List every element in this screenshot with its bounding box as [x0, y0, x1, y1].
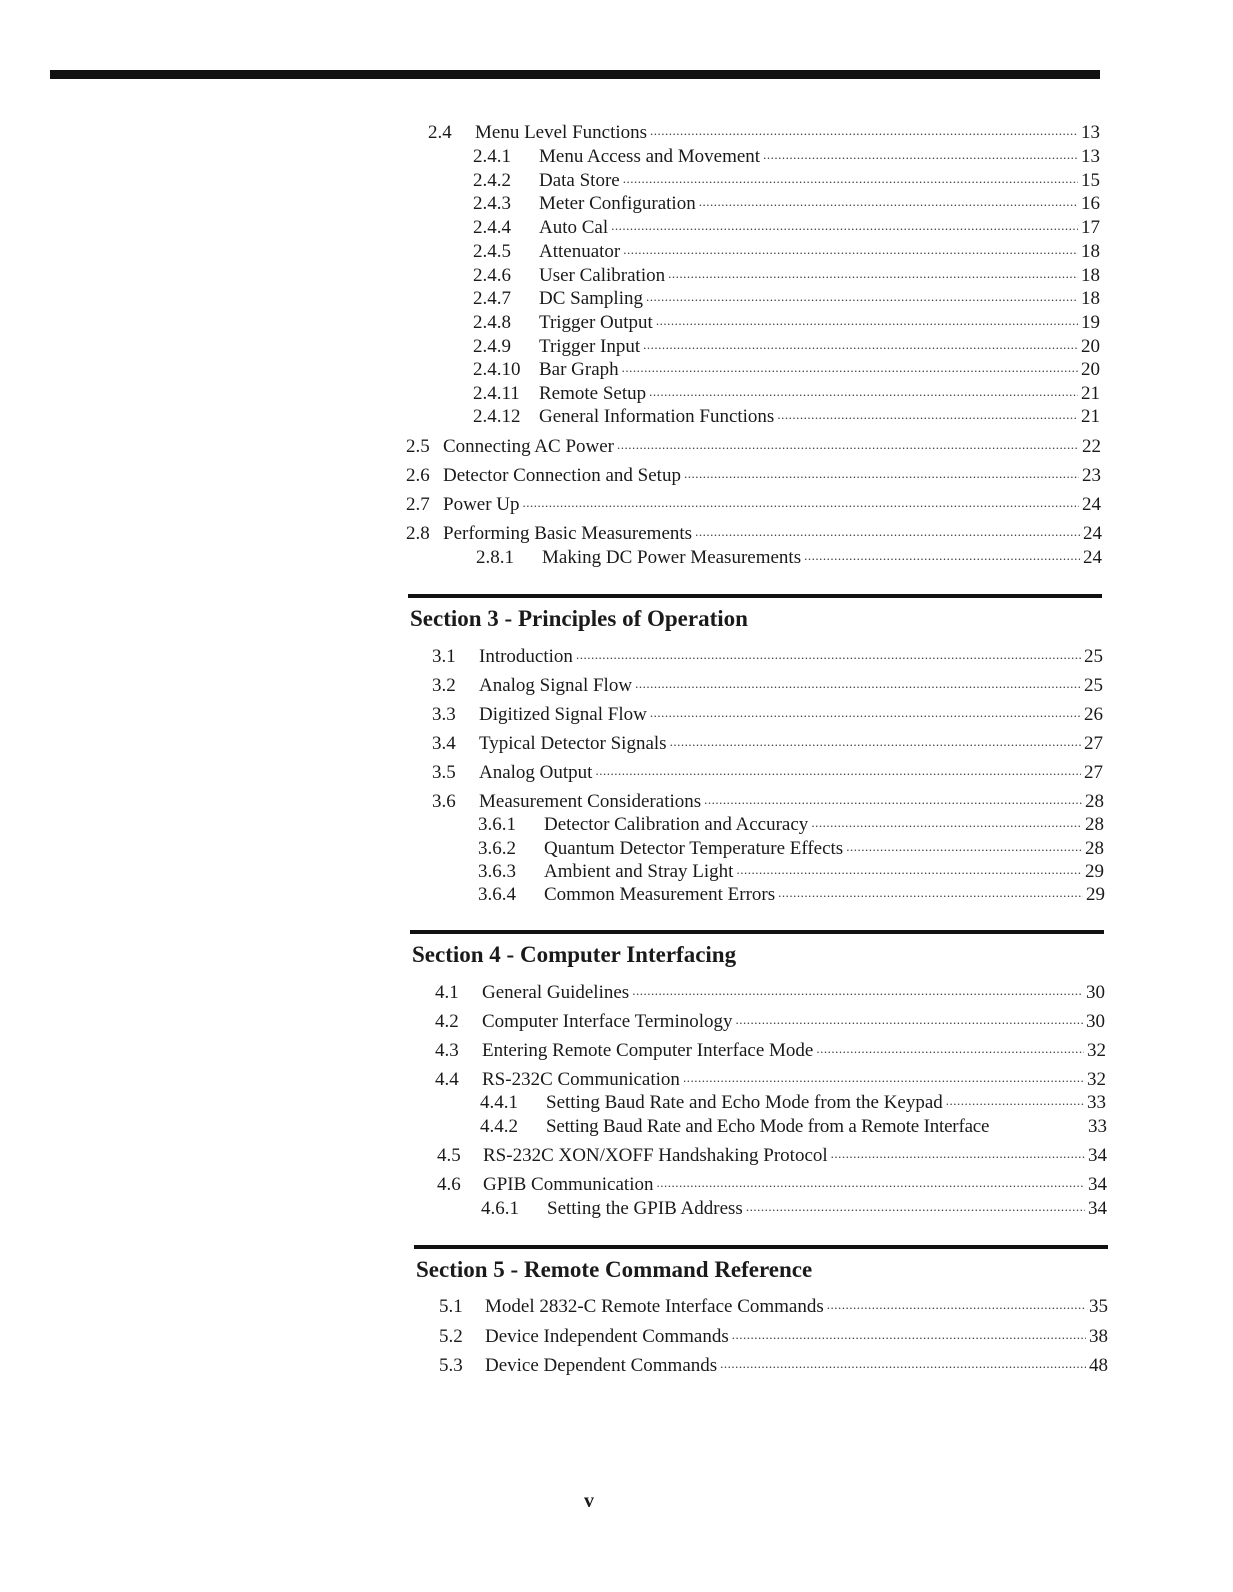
- toc-entry-page: 21: [1081, 383, 1100, 404]
- toc-entry-page: 18: [1081, 265, 1100, 286]
- toc-entry: [481, 1198, 1107, 1221]
- toc-entry-page: 18: [1081, 288, 1100, 309]
- toc-entry-number: 2.4.5: [473, 241, 511, 262]
- toc-entry-title: Making DC Power Measurements: [542, 547, 802, 568]
- toc-entry-title: GPIB Communication: [483, 1174, 654, 1195]
- toc-leader-dots: [804, 544, 1080, 567]
- toc-entry: [437, 1145, 1107, 1168]
- toc-entry: [480, 1092, 1106, 1115]
- toc-entry-title: Trigger Output: [539, 312, 653, 333]
- toc-entry-page: 28: [1085, 838, 1104, 859]
- toc-entry-number: 4.3: [435, 1040, 459, 1061]
- section-3-rule: [408, 594, 1102, 598]
- toc-leader-dots: [684, 462, 1079, 485]
- toc-entry-page: 34: [1088, 1174, 1107, 1195]
- toc-entry-page: 25: [1084, 646, 1103, 667]
- toc-leader-dots: [946, 1089, 1084, 1112]
- toc-entry-number: 4.6.1: [481, 1198, 519, 1219]
- toc-entry-page: 30: [1086, 982, 1105, 1003]
- section-4-heading: Section 4 - Computer Interfacing: [412, 942, 737, 967]
- toc-entry-number: 3.6.1: [478, 814, 516, 835]
- toc-entry-page: 32: [1087, 1069, 1106, 1090]
- toc-entry-title: Auto Cal: [539, 217, 609, 238]
- toc-leader-dots: [643, 333, 1078, 356]
- toc-leader-dots: [831, 1142, 1085, 1165]
- toc-leader-dots: [623, 238, 1078, 261]
- toc-entry-page: 33: [1088, 1116, 1107, 1137]
- toc-entry: [437, 1174, 1107, 1197]
- toc-leader-dots: [649, 380, 1078, 403]
- toc-entry-title: Performing Basic Measurements: [443, 523, 693, 544]
- toc-entry: [435, 982, 1105, 1005]
- toc-entry-page: 18: [1081, 241, 1100, 262]
- toc-entry: [478, 884, 1105, 907]
- toc-entry-title: Bar Graph: [539, 359, 619, 380]
- toc-leader-dots: [746, 1195, 1085, 1218]
- toc-leader-dots: [670, 730, 1081, 753]
- toc-entry-title: Computer Interface Terminology: [482, 1011, 733, 1032]
- toc-entry-title: Model 2832-C Remote Interface Commands: [485, 1296, 824, 1317]
- toc-entry-page: 27: [1084, 762, 1103, 783]
- toc-entry: [432, 733, 1103, 756]
- toc-entry: [435, 1011, 1105, 1034]
- toc-leader-dots: [816, 1037, 1084, 1060]
- page-number: v: [584, 1490, 594, 1512]
- toc-entry-number: 3.6.4: [478, 884, 516, 905]
- toc-entry-page: 20: [1081, 336, 1100, 357]
- toc-entry-title: Remote Setup: [539, 383, 647, 404]
- toc-entry-title: Introduction: [479, 646, 573, 667]
- toc-entry: [473, 312, 1100, 335]
- toc-entry-number: 3.1: [432, 646, 456, 667]
- toc-entry-number: 2.4.9: [473, 336, 511, 357]
- toc-leader-dots: [736, 858, 1082, 881]
- toc-leader-dots: [720, 1352, 1086, 1375]
- toc-leader-dots: [695, 520, 1080, 543]
- toc-entry-title: Common Measurement Errors: [544, 884, 776, 905]
- toc-entry-title: Detector Calibration and Accuracy: [544, 814, 809, 835]
- section-5-rule: [414, 1245, 1108, 1249]
- toc-entry-title: Analog Signal Flow: [479, 675, 633, 696]
- toc-entry: [473, 193, 1100, 216]
- toc-leader-dots: [635, 672, 1081, 695]
- toc-entry-title: User Calibration: [539, 265, 666, 286]
- toc-entry: [432, 704, 1103, 727]
- toc-leader-dots: [846, 835, 1082, 858]
- toc-entry-page: 19: [1081, 312, 1100, 333]
- toc-entry-title: Measurement Considerations: [479, 791, 702, 812]
- toc-entry-page: 20: [1081, 359, 1100, 380]
- toc-entry-number: 2.8: [406, 523, 430, 544]
- toc-entry-page: 48: [1089, 1355, 1108, 1376]
- section-5-heading: Section 5 - Remote Command Reference: [416, 1257, 813, 1282]
- toc-entry-title: RS-232C Communication: [482, 1069, 680, 1090]
- toc-entry-title: Ambient and Stray Light: [544, 861, 734, 882]
- toc-leader-dots: [632, 979, 1083, 1002]
- toc-entry: [406, 436, 1101, 459]
- toc-entry-number: 2.4.2: [473, 170, 511, 191]
- toc-entry-title: Attenuator: [539, 241, 621, 262]
- toc-entry: [473, 288, 1100, 311]
- toc-entry-number: 3.6: [432, 791, 456, 812]
- toc-entry-number: 2.4: [428, 122, 452, 143]
- toc-leader-dots: [622, 356, 1078, 379]
- toc-entry-number: 2.8.1: [476, 547, 514, 568]
- toc-entry-page: 30: [1086, 1011, 1105, 1032]
- toc-entry-number: 2.4.4: [473, 217, 511, 238]
- toc-entry-title: Device Independent Commands: [485, 1326, 729, 1347]
- toc-entry-page: 24: [1083, 547, 1102, 568]
- toc-leader-dots: [646, 285, 1078, 308]
- toc-entry-title: Detector Connection and Setup: [443, 465, 681, 486]
- toc-entry-number: 2.5: [406, 436, 430, 457]
- toc-entry: [480, 1116, 1107, 1138]
- toc-entry: [473, 406, 1100, 429]
- toc-leader-dots: [650, 119, 1078, 142]
- toc-entry: [406, 523, 1102, 546]
- toc-entry-number: 3.5: [432, 762, 456, 783]
- toc-entry-page: 22: [1082, 436, 1101, 457]
- toc-entry-number: 5.2: [439, 1326, 463, 1347]
- toc-entry-title: Analog Output: [479, 762, 593, 783]
- toc-leader-dots: [656, 309, 1078, 332]
- toc-entry-page: 24: [1082, 494, 1101, 515]
- toc-entry-number: 2.4.12: [473, 406, 521, 427]
- toc-leader-dots: [778, 881, 1083, 904]
- toc-leader-dots: [777, 403, 1078, 426]
- toc-entry-page: 13: [1081, 122, 1100, 143]
- section-3-heading: Section 3 - Principles of Operation: [410, 606, 748, 631]
- toc-entry-page: 35: [1089, 1296, 1108, 1317]
- toc-entry-number: 2.4.6: [473, 265, 511, 286]
- toc-leader-dots: [668, 262, 1078, 285]
- toc-entry-page: 32: [1087, 1040, 1106, 1061]
- toc-entry-number: 3.4: [432, 733, 456, 754]
- toc-entry-page: 27: [1084, 733, 1103, 754]
- toc-entry: [435, 1040, 1106, 1063]
- toc-entry-page: 25: [1084, 675, 1103, 696]
- toc-leader-dots: [699, 190, 1078, 213]
- toc-entry-title: Setting the GPIB Address: [547, 1198, 743, 1219]
- toc-leader-dots: [595, 759, 1081, 782]
- toc-entry-number: 4.6: [437, 1174, 461, 1195]
- toc-entry-number: 4.4.1: [480, 1092, 518, 1113]
- toc-entry-title: Data Store: [539, 170, 620, 191]
- toc-entry-title: Menu Access and Movement: [539, 146, 761, 167]
- toc-entry-title: Typical Detector Signals: [479, 733, 667, 754]
- toc-entry: [439, 1326, 1108, 1349]
- toc-entry-page: 17: [1081, 217, 1100, 238]
- toc-entry-number: 2.4.3: [473, 193, 511, 214]
- toc-entry-number: 4.4.2: [480, 1116, 518, 1137]
- toc-entry-page: 34: [1088, 1145, 1107, 1166]
- toc-leader-dots: [623, 167, 1078, 190]
- toc-entry-title: General Information Functions: [539, 406, 775, 427]
- section-4-rule: [410, 930, 1104, 934]
- toc-entry-page: 34: [1088, 1198, 1107, 1219]
- toc-entry: [473, 359, 1100, 382]
- toc-entry: [473, 217, 1100, 240]
- toc-leader-dots: [732, 1323, 1086, 1346]
- toc-entry-page: 28: [1085, 791, 1104, 812]
- toc-leader-dots: [763, 143, 1078, 166]
- toc-entry-page: 21: [1081, 406, 1100, 427]
- toc-entry-number: 2.4.10: [473, 359, 521, 380]
- toc-entry-title: Entering Remote Computer Interface Mode: [482, 1040, 814, 1061]
- toc-entry-number: 3.2: [432, 675, 456, 696]
- toc-entry: [473, 241, 1100, 264]
- toc-leader-dots: [650, 701, 1081, 724]
- toc-entry-page: 38: [1089, 1326, 1108, 1347]
- toc-entry-title: Meter Configuration: [539, 193, 696, 214]
- toc-entry-title: Setting Baud Rate and Echo Mode from a Remote Interface: [546, 1116, 990, 1137]
- toc-entry-number: 2.4.1: [473, 146, 511, 167]
- toc-leader-dots: [617, 433, 1079, 456]
- toc-entry: [406, 494, 1101, 517]
- toc-entry-number: 4.4: [435, 1069, 459, 1090]
- toc-leader-dots: [683, 1066, 1084, 1089]
- toc-entry: [406, 465, 1101, 488]
- toc-entry-number: 2.6: [406, 465, 430, 486]
- toc-entry-page: 13: [1081, 146, 1100, 167]
- toc-entry-page: 26: [1084, 704, 1103, 725]
- toc-leader-dots: [811, 811, 1082, 834]
- toc-entry-title: Device Dependent Commands: [485, 1355, 718, 1376]
- toc-entry: [428, 122, 1100, 145]
- toc-entry-number: 2.4.8: [473, 312, 511, 333]
- toc-entry-title: General Guidelines: [482, 982, 630, 1003]
- toc-entry-number: 4.2: [435, 1011, 459, 1032]
- toc-entry: [432, 675, 1103, 698]
- toc-entry-number: 2.4.7: [473, 288, 511, 309]
- toc-entry-number: 2.7: [406, 494, 430, 515]
- toc-entry-page: 29: [1085, 861, 1104, 882]
- toc-entry: [439, 1355, 1108, 1378]
- toc-entry-title: Power Up: [443, 494, 520, 515]
- top-rule: [50, 70, 1100, 79]
- toc-leader-dots: [656, 1171, 1085, 1194]
- toc-entry-title: Connecting AC Power: [443, 436, 614, 457]
- toc-entry-title: Trigger Input: [539, 336, 641, 357]
- toc-entry: [478, 814, 1104, 837]
- toc-entry-title: Quantum Detector Temperature Effects: [544, 838, 844, 859]
- toc-entry-number: 5.3: [439, 1355, 463, 1376]
- toc-entry-number: 3.6.2: [478, 838, 516, 859]
- toc-entry-page: 29: [1086, 884, 1105, 905]
- toc-entry-title: Menu Level Functions: [475, 122, 648, 143]
- toc-entry: [473, 146, 1100, 169]
- toc-entry-number: 2.4.11: [473, 383, 520, 404]
- toc-leader-dots: [827, 1293, 1086, 1316]
- toc-entry-title: RS-232C XON/XOFF Handshaking Protocol: [483, 1145, 828, 1166]
- toc-entry: [439, 1296, 1108, 1319]
- toc-entry-page: 16: [1081, 193, 1100, 214]
- toc-entry-number: 4.5: [437, 1145, 461, 1166]
- toc-leader-dots: [576, 643, 1081, 666]
- toc-leader-dots: [704, 788, 1082, 811]
- toc-entry-page: 15: [1081, 170, 1100, 191]
- toc-entry-page: 24: [1083, 523, 1102, 544]
- toc-entry-number: 3.6.3: [478, 861, 516, 882]
- toc-entry-title: Setting Baud Rate and Echo Mode from the Keypad: [546, 1092, 943, 1113]
- toc-entry-number: 4.1: [435, 982, 459, 1003]
- toc-entry-title: Digitized Signal Flow: [479, 704, 647, 725]
- toc-entry-page: 33: [1087, 1092, 1106, 1113]
- toc-entry: [476, 547, 1102, 570]
- toc-entry-page: 23: [1082, 465, 1101, 486]
- toc-entry-number: 5.1: [439, 1296, 463, 1317]
- toc-entry-title: DC Sampling: [539, 288, 643, 309]
- toc-entry: [432, 646, 1103, 669]
- toc-leader-dots: [611, 214, 1078, 237]
- toc-leader-dots: [736, 1008, 1083, 1031]
- toc-leader-dots: [523, 491, 1079, 514]
- toc-entry-page: 28: [1085, 814, 1104, 835]
- toc-entry: [432, 762, 1103, 785]
- toc-entry-number: 3.3: [432, 704, 456, 725]
